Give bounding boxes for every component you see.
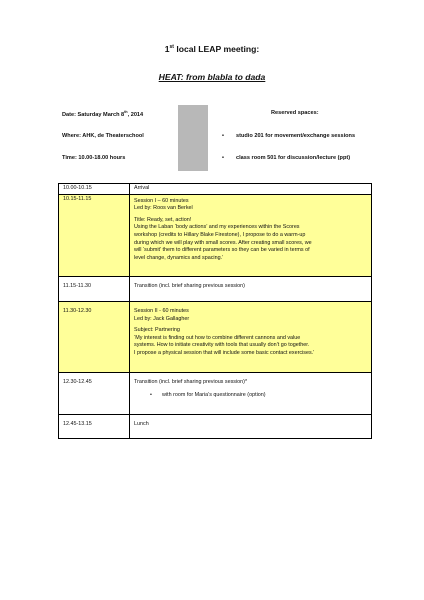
schedule-row (59, 184, 372, 195)
schedule-time: 12.30-12.45 (59, 372, 130, 414)
schedule-activity: Session II - 60 minutes Led by: Jack Gallagher Subject: Partnering ‘My interest is finding out how to combine different cannons and value systems. How to initiate creativity with tools that usually don’t go together. I propose a physical session that will include some basic contact exercises.’ (130, 301, 372, 372)
schedule-time: 10.00-10.15 (59, 184, 130, 195)
reserved-spaces-title: Reserved spaces: (271, 110, 319, 116)
schedule-time: 11.15-11.30 (59, 277, 130, 302)
schedule-row (59, 277, 372, 302)
gray-divider-block (178, 105, 208, 171)
bullet-icon: • (222, 155, 224, 161)
meeting-date: Date: Saturday March 8th, 2014 (62, 110, 144, 118)
schedule-sub-bullet: • with room for Maria’s questionnaire (option) (150, 392, 266, 399)
schedule-activity: Session I – 60 minutes Led by: Roos van Berkel Title: Ready, set, action! Using the Laban ‘body actions’ and my experiences within the Scores workshop (credits to Hillary Blake Firestone), I propose to do a warm-up during which we will play with small scores. After creating small scores, we will ‘submit’ them to different parameters so they can be varied in terms of level change, dynamics and spacing.’ (130, 194, 372, 277)
meeting-location: Where: AHK, de Theaterschool (62, 133, 144, 139)
schedule-row (59, 194, 372, 277)
schedule-activity: Transition (incl. brief sharing previous session)* • with room for Maria’s questionnaire (option) (130, 372, 372, 414)
bullet-icon: • (222, 133, 224, 139)
schedule-time: 12.45-13.15 (59, 414, 130, 439)
schedule-table (58, 183, 372, 439)
schedule-row (59, 372, 372, 414)
page-subtitle: HEAT: from blabla to dada (158, 72, 266, 82)
page-title: 1st local LEAP meeting: (164, 44, 260, 54)
bullet-icon: • (150, 392, 152, 399)
schedule-time: 11.30-12.30 (59, 301, 130, 372)
meeting-time: Time: 10.00-18.00 hours (62, 155, 126, 161)
reserved-space-item: • studio 201 for movement/exchange sessions (222, 133, 356, 139)
schedule-activity: Transition (incl. brief sharing previous session) (130, 277, 372, 302)
schedule-activity: Lunch (130, 414, 372, 439)
schedule-row (59, 301, 372, 372)
schedule-time: 10.15-11.15 (59, 194, 130, 277)
reserved-space-item: • class room 501 for discussion/lecture (ppt) (222, 155, 351, 161)
schedule-row (59, 414, 372, 439)
schedule-activity: Arrival (130, 184, 372, 195)
